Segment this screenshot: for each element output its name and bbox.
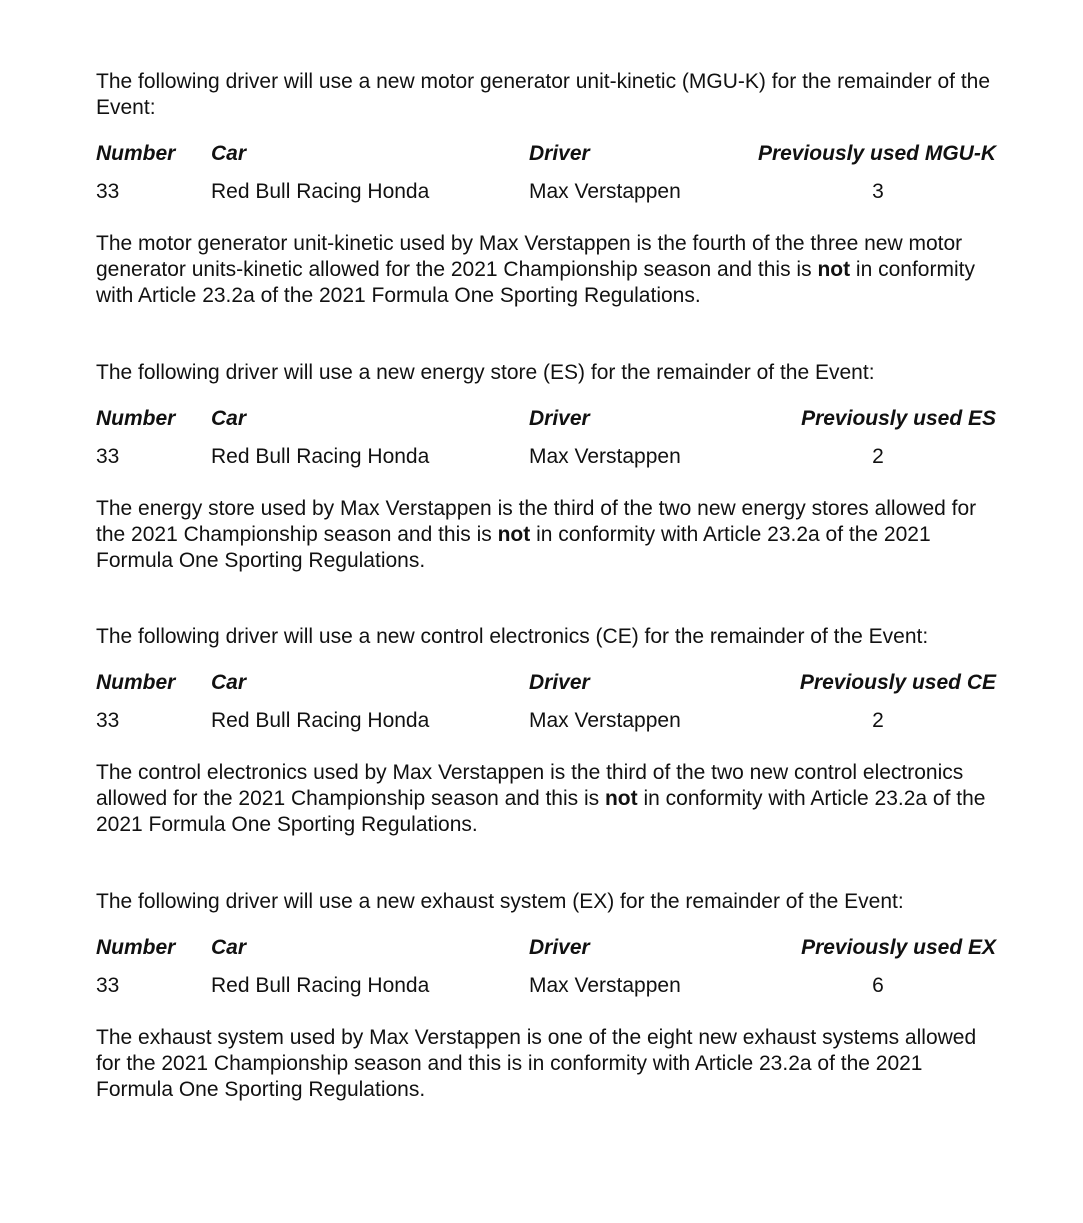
cell-number: 33 — [96, 709, 120, 732]
header-previously-used: Previously used ES — [801, 407, 996, 430]
emphasis-not: not — [497, 523, 531, 546]
section-note: The motor generator unit-kinetic used by Max Verstappen is the fourth of the three new motor generator units-kinetic allowed for the 2021 Championship season and this is not in conformity with Article 23.2a of the 2021 Formula One Sporting Regulations. — [96, 232, 975, 307]
section-note: The control electronics used by Max Verstappen is the third of the two new control electronics allowed for the 2021 Championship season and this is not in conformity with Article 23.2a of the 2021 Formula One Sporting Regulations. — [96, 761, 986, 836]
cell-driver: Max Verstappen — [529, 180, 681, 203]
header-number: Number — [96, 142, 176, 165]
table-row — [96, 179, 996, 205]
cell-previously-used: 2 — [872, 709, 884, 732]
header-driver: Driver — [529, 407, 590, 430]
header-driver: Driver — [529, 142, 590, 165]
cell-previously-used: 3 — [872, 180, 884, 203]
cell-driver: Max Verstappen — [529, 445, 681, 468]
table-header-row — [96, 670, 996, 696]
cell-car: Red Bull Racing Honda — [211, 974, 430, 997]
header-previously-used: Previously used CE — [799, 671, 996, 694]
cell-previously-used: 6 — [872, 974, 884, 997]
table-row — [96, 973, 996, 999]
header-car: Car — [211, 936, 247, 959]
header-previously-used: Previously used EX — [801, 936, 996, 959]
header-number: Number — [96, 407, 176, 430]
cell-driver: Max Verstappen — [529, 709, 681, 732]
header-car: Car — [211, 142, 247, 165]
section-intro: The following driver will use a new exhaust system (EX) for the remainder of the Event: — [96, 890, 904, 913]
table-header-row — [96, 141, 996, 167]
section-intro: The following driver will use a new control electronics (CE) for the remainder of the Event: — [96, 625, 929, 648]
section-note: The exhaust system used by Max Verstappen is one of the eight new exhaust systems allowed for the 2021 Championship season and this is in conformity with Article 23.2a of the 2021 Formula One Sporting Regulations. — [96, 1026, 977, 1101]
cell-car: Red Bull Racing Honda — [211, 709, 430, 732]
header-driver: Driver — [529, 671, 590, 694]
header-driver: Driver — [529, 936, 590, 959]
section-note: The energy store used by Max Verstappen is the third of the two new energy stores allowed for the 2021 Championship season and this is not in conformity with Article 23.2a of the 2021 Formula One Sporting Regulations. — [96, 497, 977, 572]
emphasis-not: not — [817, 258, 851, 281]
cell-previously-used: 2 — [872, 445, 884, 468]
cell-number: 33 — [96, 974, 120, 997]
table-row — [96, 444, 996, 470]
header-car: Car — [211, 671, 247, 694]
cell-car: Red Bull Racing Honda — [211, 445, 430, 468]
emphasis-not: not — [604, 787, 638, 810]
section-intro: The following driver will use a new energy store (ES) for the remainder of the Event: — [96, 361, 875, 384]
section-intro: The following driver will use a new motor generator unit-kinetic (MGU-K) for the remainder of the Event: — [96, 70, 991, 119]
table-row — [96, 708, 996, 734]
cell-number: 33 — [96, 180, 120, 203]
cell-car: Red Bull Racing Honda — [211, 180, 430, 203]
header-number: Number — [96, 936, 176, 959]
header-number: Number — [96, 671, 176, 694]
cell-number: 33 — [96, 445, 120, 468]
table-header-row — [96, 935, 996, 961]
cell-driver: Max Verstappen — [529, 974, 681, 997]
header-previously-used: Previously used MGU-K — [757, 142, 996, 165]
header-car: Car — [211, 407, 247, 430]
table-header-row — [96, 406, 996, 432]
